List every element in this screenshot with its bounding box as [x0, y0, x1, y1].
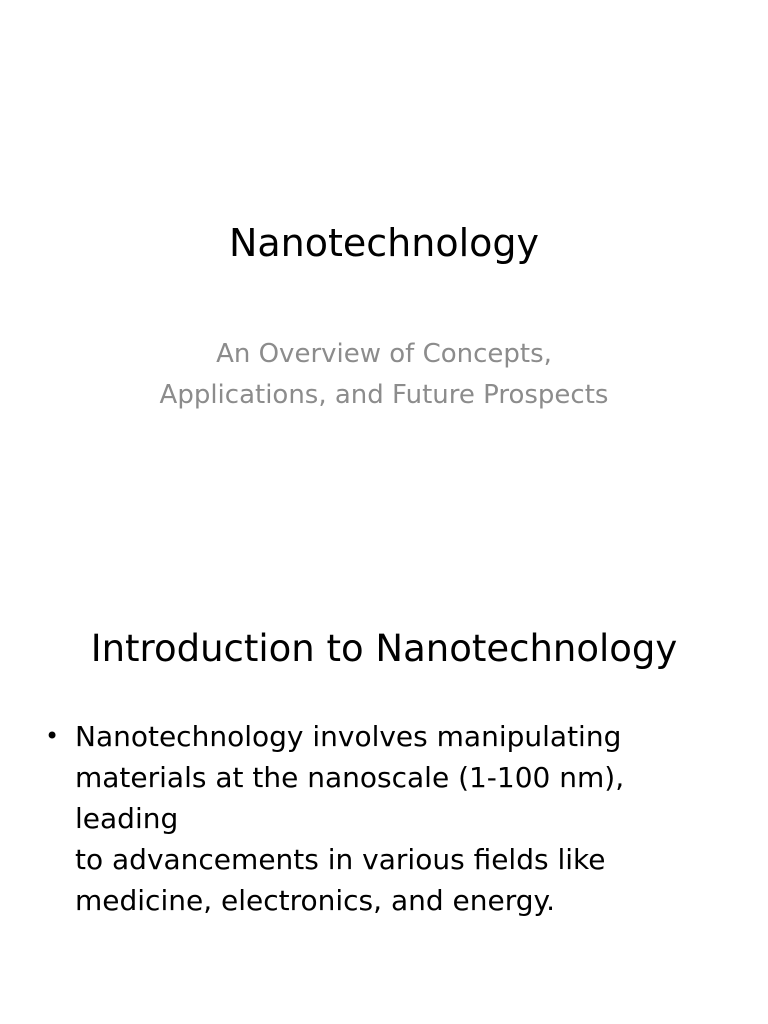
bullet-text-line: Nanotechnology involves manipulating — [75, 720, 622, 753]
bullet-text-line: to advancements in various fields like — [75, 843, 606, 876]
bullet-icon: • — [45, 722, 60, 750]
bullet-list — [40, 716, 730, 921]
bullet-text-line: medicine, electronics, and energy. — [75, 884, 555, 917]
subtitle-line: An Overview of Concepts, — [216, 339, 552, 369]
slide-title: Introduction to Nanotechnology — [90, 627, 678, 670]
subtitle-line: Applications, and Future Prospects — [159, 380, 609, 410]
slide-title: Nanotechnology — [228, 221, 540, 265]
slide-subtitle — [84, 334, 684, 416]
content-slide — [0, 512, 768, 1024]
bullet-item — [40, 716, 730, 921]
bullet-text-line: materials at the nanoscale (1-100 nm), leading — [75, 761, 625, 835]
